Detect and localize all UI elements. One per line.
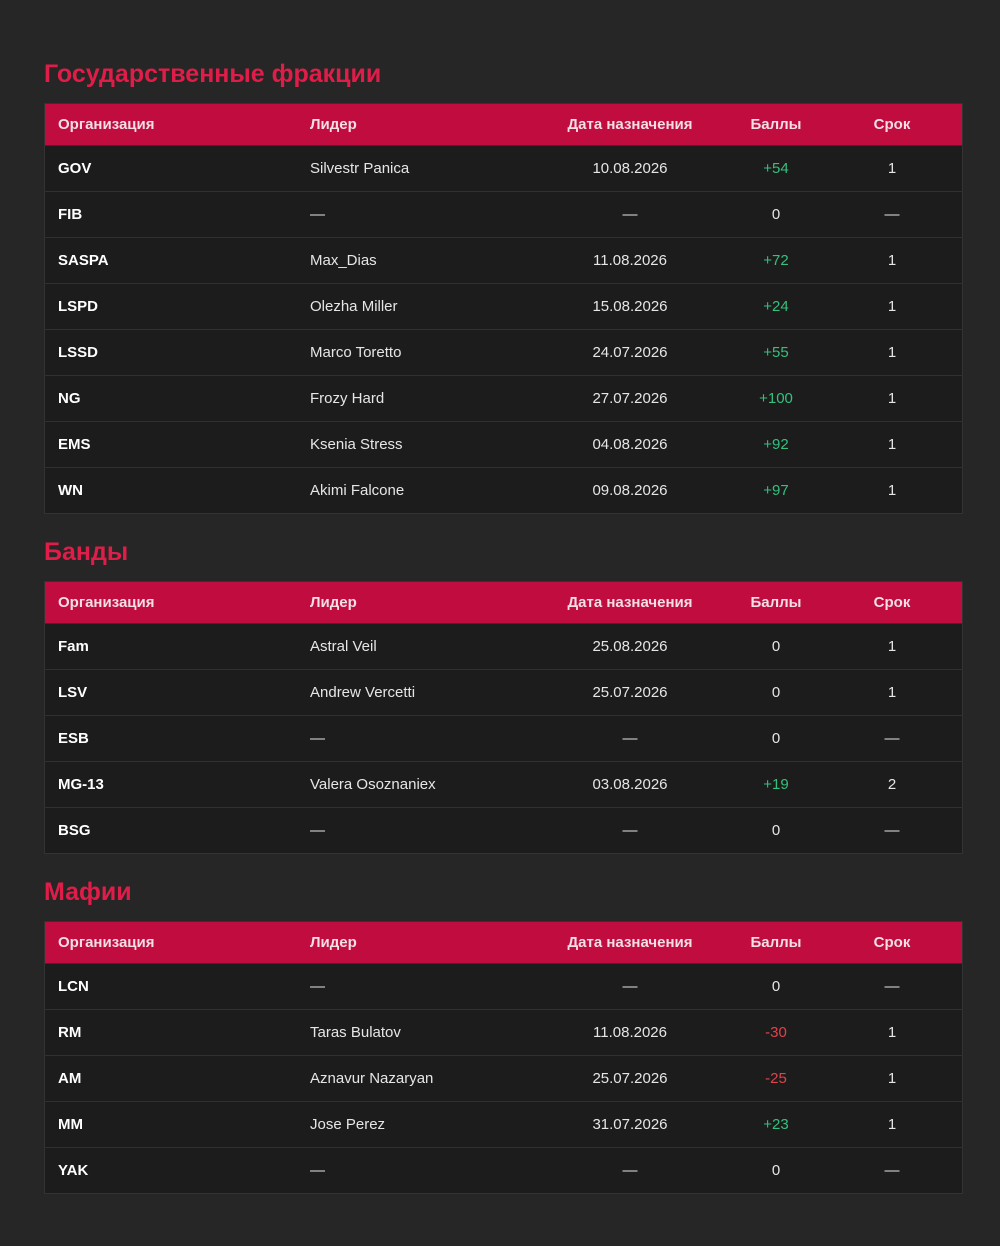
table-row (45, 1010, 963, 1056)
column-header-points[interactable]: Баллы (750, 594, 802, 611)
table-header-row (45, 104, 963, 146)
cell-leader: Frozy Hard (310, 390, 385, 407)
cell-organization: LSV (58, 684, 88, 701)
cell-organization: Fam (58, 638, 89, 655)
cell-date: — (622, 730, 638, 747)
factions-table (44, 103, 963, 514)
cell-points: +72 (763, 252, 789, 269)
cell-date: 24.07.2026 (592, 344, 668, 361)
section-mafias (44, 877, 957, 1194)
cell-term: 1 (887, 1024, 897, 1041)
cell-date: 04.08.2026 (592, 436, 668, 453)
cell-leader: Ksenia Stress (310, 436, 403, 453)
table-row (45, 670, 963, 716)
cell-points: +19 (763, 776, 789, 793)
cell-term: 1 (887, 482, 897, 499)
column-header-date[interactable]: Дата назначения (567, 934, 693, 951)
table-row (45, 716, 963, 762)
cell-points: +23 (763, 1116, 789, 1133)
cell-points: +54 (763, 160, 789, 177)
table-row (45, 624, 963, 670)
cell-points: +55 (763, 344, 789, 361)
section-government (44, 59, 957, 514)
column-header-organization[interactable]: Организация (58, 934, 155, 951)
cell-points: +97 (763, 482, 789, 499)
cell-points: 0 (771, 206, 781, 223)
cell-date: 10.08.2026 (592, 160, 668, 177)
cell-term: — (884, 1162, 900, 1179)
cell-leader: Andrew Vercetti (310, 684, 416, 701)
cell-term: 1 (887, 344, 897, 361)
cell-leader: Aznavur Nazaryan (310, 1070, 434, 1087)
cell-organization: SASPA (58, 252, 109, 269)
cell-term: 1 (887, 298, 897, 315)
cell-leader: Jose Perez (310, 1116, 386, 1133)
cell-leader: Olezha Miller (310, 298, 398, 315)
column-header-date[interactable]: Дата назначения (567, 594, 693, 611)
cell-term: — (884, 822, 900, 839)
cell-organization: BSG (58, 822, 91, 839)
cell-date: 27.07.2026 (592, 390, 668, 407)
cell-leader: — (310, 730, 325, 747)
cell-term: 2 (887, 776, 897, 793)
cell-points: +92 (763, 436, 789, 453)
cell-points: -30 (765, 1024, 787, 1041)
cell-points: -25 (765, 1070, 787, 1087)
cell-organization: LSPD (58, 298, 99, 315)
table-row (45, 146, 963, 192)
cell-date: 25.07.2026 (592, 684, 668, 701)
cell-term: 1 (887, 160, 897, 177)
table-row (45, 468, 963, 514)
cell-term: 1 (887, 390, 897, 407)
column-header-leader[interactable]: Лидер (310, 594, 357, 611)
cell-points: 0 (771, 638, 781, 655)
cell-leader: — (310, 822, 325, 839)
cell-organization: GOV (58, 160, 92, 177)
factions-table (44, 921, 963, 1194)
cell-points: 0 (771, 730, 781, 747)
cell-organization: AM (58, 1070, 82, 1087)
cell-points: 0 (771, 1162, 781, 1179)
cell-date: 25.08.2026 (592, 638, 668, 655)
cell-term: 1 (887, 436, 897, 453)
cell-date: 31.07.2026 (592, 1116, 668, 1133)
table-row (45, 376, 963, 422)
section-gangs (44, 537, 957, 854)
cell-leader: Max_Dias (310, 252, 377, 269)
column-header-points[interactable]: Баллы (750, 116, 802, 133)
table-row (45, 762, 963, 808)
cell-term: 1 (887, 252, 897, 269)
cell-date: — (622, 206, 638, 223)
section-title: Банды (44, 538, 129, 566)
cell-points: 0 (771, 822, 781, 839)
cell-organization: FIB (58, 206, 83, 223)
cell-leader: Akimi Falcone (310, 482, 405, 499)
cell-organization: NG (58, 390, 81, 407)
column-header-term[interactable]: Срок (873, 934, 911, 951)
table-row (45, 284, 963, 330)
cell-organization: YAK (58, 1162, 89, 1179)
cell-date: 03.08.2026 (592, 776, 668, 793)
table-row (45, 1056, 963, 1102)
column-header-organization[interactable]: Организация (58, 594, 155, 611)
cell-organization: MM (58, 1116, 83, 1133)
cell-leader: Astral Veil (310, 638, 377, 655)
cell-points: +24 (763, 298, 789, 315)
table-row (45, 1102, 963, 1148)
cell-organization: WN (58, 482, 83, 499)
cell-term: 1 (887, 684, 897, 701)
cell-organization: EMS (58, 436, 91, 453)
cell-date: — (622, 978, 638, 995)
cell-leader: — (310, 206, 325, 223)
column-header-organization[interactable]: Организация (58, 116, 155, 133)
cell-leader: Valera Osoznaniex (310, 776, 436, 793)
cell-leader: Silvestr Panica (310, 160, 410, 177)
cell-date: 11.08.2026 (593, 1024, 667, 1041)
section-title: Государственные фракции (44, 60, 382, 88)
table-row (45, 964, 963, 1010)
cell-leader: — (310, 1162, 325, 1179)
cell-points: 0 (771, 978, 781, 995)
cell-term: 1 (887, 1070, 897, 1087)
cell-date: 25.07.2026 (592, 1070, 668, 1087)
column-header-leader[interactable]: Лидер (310, 934, 357, 951)
table-row (45, 1148, 963, 1194)
section-title: Мафии (44, 878, 132, 906)
column-header-term[interactable]: Срок (873, 116, 911, 133)
cell-organization: RM (58, 1024, 82, 1041)
column-header-term[interactable]: Срок (873, 594, 911, 611)
table-header-row (45, 922, 963, 964)
cell-date: 15.08.2026 (592, 298, 668, 315)
table-header-row (45, 582, 963, 624)
cell-leader: Taras Bulatov (310, 1024, 401, 1041)
column-header-leader[interactable]: Лидер (310, 116, 357, 133)
cell-term: — (884, 730, 900, 747)
cell-term: — (884, 978, 900, 995)
column-header-points[interactable]: Баллы (750, 934, 802, 951)
table-row (45, 808, 963, 854)
cell-date: — (622, 822, 638, 839)
cell-points: +100 (759, 390, 793, 407)
cell-organization: MG-13 (58, 776, 104, 793)
factions-table (44, 581, 963, 854)
cell-points: 0 (771, 684, 781, 701)
cell-term: 1 (887, 638, 897, 655)
cell-organization: LCN (58, 978, 89, 995)
table-row (45, 330, 963, 376)
cell-date: 09.08.2026 (592, 482, 668, 499)
cell-organization: ESB (58, 730, 89, 747)
cell-date: 11.08.2026 (593, 252, 667, 269)
cell-term: — (884, 206, 900, 223)
table-row (45, 422, 963, 468)
cell-organization: LSSD (58, 344, 99, 361)
cell-leader: Marco Toretto (310, 344, 402, 361)
column-header-date[interactable]: Дата назначения (567, 116, 693, 133)
cell-leader: — (310, 978, 325, 995)
table-row (45, 238, 963, 284)
table-row (45, 192, 963, 238)
cell-term: 1 (887, 1116, 897, 1133)
cell-date: — (622, 1162, 638, 1179)
